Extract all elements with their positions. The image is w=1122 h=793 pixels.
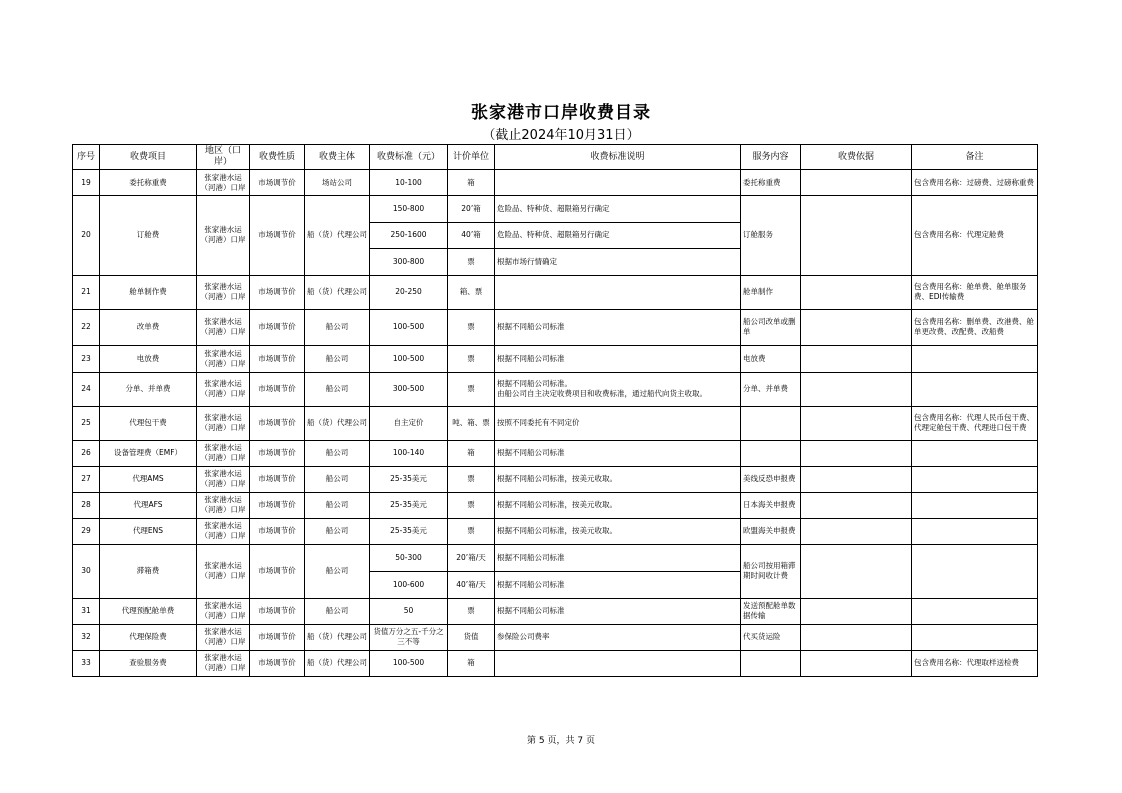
pricing-unit: 20’箱 bbox=[448, 196, 495, 223]
service-content: 发送预配舱单数据传输 bbox=[741, 598, 801, 624]
remark bbox=[912, 492, 1038, 518]
fee-basis bbox=[801, 345, 912, 372]
fee-subject: 船公司 bbox=[305, 518, 370, 544]
table-row bbox=[73, 518, 1038, 544]
service-content bbox=[741, 650, 801, 676]
fee-nature: 市场调节价 bbox=[250, 170, 305, 196]
fee-subject: 船公司 bbox=[305, 544, 370, 598]
region: 张家港水运（河港）口岸 bbox=[197, 492, 250, 518]
fee-basis bbox=[801, 624, 912, 650]
pricing-unit: 票 bbox=[448, 598, 495, 624]
region: 张家港水运（河港）口岸 bbox=[197, 440, 250, 466]
header-no: 序号 bbox=[73, 145, 100, 170]
header-item: 收费项目 bbox=[100, 145, 197, 170]
fee-basis bbox=[801, 309, 912, 345]
fee-basis bbox=[801, 518, 912, 544]
header-unit: 计价单位 bbox=[448, 145, 495, 170]
table-row bbox=[73, 196, 1038, 223]
fee-nature: 市场调节价 bbox=[250, 309, 305, 345]
row-number: 31 bbox=[73, 598, 100, 624]
row-number: 26 bbox=[73, 440, 100, 466]
table-row bbox=[73, 492, 1038, 518]
region: 张家港水运（河港）口岸 bbox=[197, 275, 250, 309]
header-subject: 收费主体 bbox=[305, 145, 370, 170]
page-footer: 第 5 页，共 7 页 bbox=[527, 736, 595, 746]
standard-description bbox=[495, 275, 741, 309]
pricing-unit: 箱 bbox=[448, 440, 495, 466]
remark bbox=[912, 544, 1038, 598]
service-content bbox=[741, 440, 801, 466]
region: 张家港水运（河港）口岸 bbox=[197, 598, 250, 624]
pricing-unit: 吨、箱、票 bbox=[448, 406, 495, 440]
fee-nature: 市场调节价 bbox=[250, 518, 305, 544]
remark bbox=[912, 518, 1038, 544]
fee-item: 代理ENS bbox=[100, 518, 197, 544]
service-content: 电放费 bbox=[741, 345, 801, 372]
table-row bbox=[73, 275, 1038, 309]
fee-standard: 100-500 bbox=[370, 345, 448, 372]
table-row bbox=[73, 624, 1038, 650]
header-region: 地区（口岸） bbox=[197, 145, 250, 170]
fee-basis bbox=[801, 372, 912, 406]
fee-nature: 市场调节价 bbox=[250, 598, 305, 624]
fee-basis bbox=[801, 196, 912, 276]
fee-basis bbox=[801, 544, 912, 598]
fee-standard: 10-100 bbox=[370, 170, 448, 196]
fee-nature: 市场调节价 bbox=[250, 440, 305, 466]
row-number: 21 bbox=[73, 275, 100, 309]
table-row bbox=[73, 406, 1038, 440]
fee-item: 代理AMS bbox=[100, 466, 197, 492]
table-row bbox=[73, 170, 1038, 196]
fee-nature: 市场调节价 bbox=[250, 406, 305, 440]
row-number: 32 bbox=[73, 624, 100, 650]
fee-standard: 自主定价 bbox=[370, 406, 448, 440]
fee-nature: 市场调节价 bbox=[250, 372, 305, 406]
remark bbox=[912, 345, 1038, 372]
service-content: 欧盟海关申报费 bbox=[741, 518, 801, 544]
region: 张家港水运（河港）口岸 bbox=[197, 170, 250, 196]
region: 张家港水运（河港）口岸 bbox=[197, 345, 250, 372]
fee-subject: 船（货）代理公司 bbox=[305, 624, 370, 650]
remark bbox=[912, 440, 1038, 466]
service-content: 订舱服务 bbox=[741, 196, 801, 276]
fee-basis bbox=[801, 650, 912, 676]
row-number: 30 bbox=[73, 544, 100, 598]
fee-item: 改单费 bbox=[100, 309, 197, 345]
table-row bbox=[73, 309, 1038, 345]
standard-description bbox=[495, 650, 741, 676]
fee-subject: 船（货）代理公司 bbox=[305, 650, 370, 676]
remark bbox=[912, 624, 1038, 650]
remark: 包含费用名称：代理定舱费 bbox=[912, 196, 1038, 276]
pricing-unit: 票 bbox=[448, 249, 495, 276]
fee-basis bbox=[801, 466, 912, 492]
fee-standard: 25-35美元 bbox=[370, 466, 448, 492]
standard-description: 根据不同船公司标准 bbox=[495, 309, 741, 345]
table-header-row bbox=[73, 145, 1038, 170]
fee-nature: 市场调节价 bbox=[250, 624, 305, 650]
region: 张家港水运（河港）口岸 bbox=[197, 196, 250, 276]
service-content: 舱单制作 bbox=[741, 275, 801, 309]
table-row bbox=[73, 372, 1038, 406]
table-row bbox=[73, 544, 1038, 571]
standard-description: 按照不同委托有不同定价 bbox=[495, 406, 741, 440]
standard-description: 根据不同船公司标准 bbox=[495, 345, 741, 372]
pricing-unit: 箱、票 bbox=[448, 275, 495, 309]
document-title: 张家港市口岸收费目录 bbox=[471, 103, 651, 123]
header-note: 备注 bbox=[912, 145, 1038, 170]
standard-description: 根据不同船公司标准 bbox=[495, 571, 741, 598]
standard-description: 参保险公司费率 bbox=[495, 624, 741, 650]
standard-description: 危险品、特种货、超限箱另行确定 bbox=[495, 196, 741, 223]
fee-nature: 市场调节价 bbox=[250, 650, 305, 676]
fee-nature: 市场调节价 bbox=[250, 466, 305, 492]
fee-item: 滞箱费 bbox=[100, 544, 197, 598]
row-number: 19 bbox=[73, 170, 100, 196]
fee-standard: 150-800 bbox=[370, 196, 448, 223]
fee-basis bbox=[801, 440, 912, 466]
pricing-unit: 20’箱/天 bbox=[448, 544, 495, 571]
pricing-unit: 票 bbox=[448, 518, 495, 544]
table-row bbox=[73, 440, 1038, 466]
fee-basis bbox=[801, 598, 912, 624]
header-standard: 收费标准（元） bbox=[370, 145, 448, 170]
service-content bbox=[741, 406, 801, 440]
fee-item: 委托称重费 bbox=[100, 170, 197, 196]
fee-subject: 船公司 bbox=[305, 309, 370, 345]
fee-standard: 300-800 bbox=[370, 249, 448, 276]
service-content: 美线反恐申报费 bbox=[741, 466, 801, 492]
fee-basis bbox=[801, 275, 912, 309]
fee-nature: 市场调节价 bbox=[250, 345, 305, 372]
fee-standard: 100-140 bbox=[370, 440, 448, 466]
fee-standard: 20-250 bbox=[370, 275, 448, 309]
fee-standard: 50 bbox=[370, 598, 448, 624]
pricing-unit: 货值 bbox=[448, 624, 495, 650]
remark: 包含费用名称：删单费、改港费、舱单更改费、改配费、改船费 bbox=[912, 309, 1038, 345]
standard-description: 根据不同船公司标准。 由船公司自主决定收费项目和收费标准，通过船代向货主收取。 bbox=[495, 372, 741, 406]
pricing-unit: 40’箱 bbox=[448, 222, 495, 249]
table-row bbox=[73, 345, 1038, 372]
fee-item: 代理保险费 bbox=[100, 624, 197, 650]
region: 张家港水运（河港）口岸 bbox=[197, 372, 250, 406]
service-content: 委托称重费 bbox=[741, 170, 801, 196]
region: 张家港水运（河港）口岸 bbox=[197, 544, 250, 598]
service-content: 日本海关申报费 bbox=[741, 492, 801, 518]
table-row bbox=[73, 466, 1038, 492]
region: 张家港水运（河港）口岸 bbox=[197, 624, 250, 650]
header-nature: 收费性质 bbox=[250, 145, 305, 170]
fee-nature: 市场调节价 bbox=[250, 492, 305, 518]
standard-description: 根据不同船公司标准，按美元收取。 bbox=[495, 492, 741, 518]
region: 张家港水运（河港）口岸 bbox=[197, 518, 250, 544]
standard-description: 根据市场行情确定 bbox=[495, 249, 741, 276]
standard-description: 根据不同船公司标准 bbox=[495, 544, 741, 571]
fee-subject: 船公司 bbox=[305, 598, 370, 624]
row-number: 24 bbox=[73, 372, 100, 406]
fee-nature: 市场调节价 bbox=[250, 544, 305, 598]
row-number: 22 bbox=[73, 309, 100, 345]
fee-standard: 100-500 bbox=[370, 650, 448, 676]
pricing-unit: 票 bbox=[448, 466, 495, 492]
remark: 包含费用名称：代理人民币包干费、代理定舱包干费、代理进口包干费 bbox=[912, 406, 1038, 440]
remark bbox=[912, 466, 1038, 492]
fee-subject: 船公司 bbox=[305, 492, 370, 518]
pricing-unit: 票 bbox=[448, 372, 495, 406]
service-content: 分单、并单费 bbox=[741, 372, 801, 406]
fee-item: 代理预配舱单费 bbox=[100, 598, 197, 624]
standard-description: 根据不同船公司标准，按美元收取。 bbox=[495, 518, 741, 544]
pricing-unit: 40’箱/天 bbox=[448, 571, 495, 598]
fee-standard: 100-500 bbox=[370, 309, 448, 345]
fee-nature: 市场调节价 bbox=[250, 275, 305, 309]
fee-item: 舱单制作费 bbox=[100, 275, 197, 309]
fee-nature: 市场调节价 bbox=[250, 196, 305, 276]
fee-standard: 300-500 bbox=[370, 372, 448, 406]
service-content: 代买货运险 bbox=[741, 624, 801, 650]
row-number: 27 bbox=[73, 466, 100, 492]
fee-standard: 货值万分之五-千分之三不等 bbox=[370, 624, 448, 650]
pricing-unit: 箱 bbox=[448, 170, 495, 196]
region: 张家港水运（河港）口岸 bbox=[197, 406, 250, 440]
fee-basis bbox=[801, 406, 912, 440]
remark bbox=[912, 598, 1038, 624]
fee-standard: 25-35美元 bbox=[370, 518, 448, 544]
fee-item: 代理包干费 bbox=[100, 406, 197, 440]
standard-description: 危险品、特种货、超限箱另行确定 bbox=[495, 222, 741, 249]
fee-subject: 船公司 bbox=[305, 466, 370, 492]
fee-item: 查验服务费 bbox=[100, 650, 197, 676]
pricing-unit: 箱 bbox=[448, 650, 495, 676]
standard-description: 根据不同船公司标准，按美元收取。 bbox=[495, 466, 741, 492]
fee-subject: 场站公司 bbox=[305, 170, 370, 196]
row-number: 25 bbox=[73, 406, 100, 440]
service-content: 船公司按用箱滞期时间收计费 bbox=[741, 544, 801, 598]
pricing-unit: 票 bbox=[448, 492, 495, 518]
table-row bbox=[73, 650, 1038, 676]
remark bbox=[912, 372, 1038, 406]
fee-standard: 50-300 bbox=[370, 544, 448, 571]
fee-item: 订舱费 bbox=[100, 196, 197, 276]
fee-item: 设备管理费（EMF） bbox=[100, 440, 197, 466]
row-number: 23 bbox=[73, 345, 100, 372]
region: 张家港水运（河港）口岸 bbox=[197, 466, 250, 492]
document-subtitle: （截止2024年10月31日） bbox=[482, 128, 640, 143]
remark: 包含费用名称：舱单费、舱单服务费、EDI传输费 bbox=[912, 275, 1038, 309]
row-number: 33 bbox=[73, 650, 100, 676]
row-number: 29 bbox=[73, 518, 100, 544]
pricing-unit: 票 bbox=[448, 345, 495, 372]
fee-basis bbox=[801, 492, 912, 518]
header-description: 收费标准说明 bbox=[495, 145, 741, 170]
fee-standard: 250-1600 bbox=[370, 222, 448, 249]
row-number: 28 bbox=[73, 492, 100, 518]
service-content: 船公司改单或删单 bbox=[741, 309, 801, 345]
fee-table bbox=[72, 144, 1038, 677]
remark: 包含费用名称：过磅费、过磅称重费 bbox=[912, 170, 1038, 196]
fee-table-body bbox=[73, 170, 1038, 677]
standard-description: 根据不同船公司标准 bbox=[495, 440, 741, 466]
fee-standard: 25-35美元 bbox=[370, 492, 448, 518]
fee-standard: 100-600 bbox=[370, 571, 448, 598]
fee-item: 电放费 bbox=[100, 345, 197, 372]
standard-description: 根据不同船公司标准 bbox=[495, 598, 741, 624]
table-row bbox=[73, 598, 1038, 624]
fee-subject: 船（货）代理公司 bbox=[305, 196, 370, 276]
standard-description bbox=[495, 170, 741, 196]
fee-subject: 船公司 bbox=[305, 345, 370, 372]
remark: 包含费用名称：代理取样送检费 bbox=[912, 650, 1038, 676]
fee-basis bbox=[801, 170, 912, 196]
fee-subject: 船公司 bbox=[305, 440, 370, 466]
fee-item: 代理AFS bbox=[100, 492, 197, 518]
header-service: 服务内容 bbox=[741, 145, 801, 170]
fee-subject: 船（货）代理公司 bbox=[305, 406, 370, 440]
fee-subject: 船公司 bbox=[305, 372, 370, 406]
header-basis: 收费依据 bbox=[801, 145, 912, 170]
fee-subject: 船（货）代理公司 bbox=[305, 275, 370, 309]
pricing-unit: 票 bbox=[448, 309, 495, 345]
fee-item: 分单、并单费 bbox=[100, 372, 197, 406]
region: 张家港水运（河港）口岸 bbox=[197, 650, 250, 676]
region: 张家港水运（河港）口岸 bbox=[197, 309, 250, 345]
row-number: 20 bbox=[73, 196, 100, 276]
